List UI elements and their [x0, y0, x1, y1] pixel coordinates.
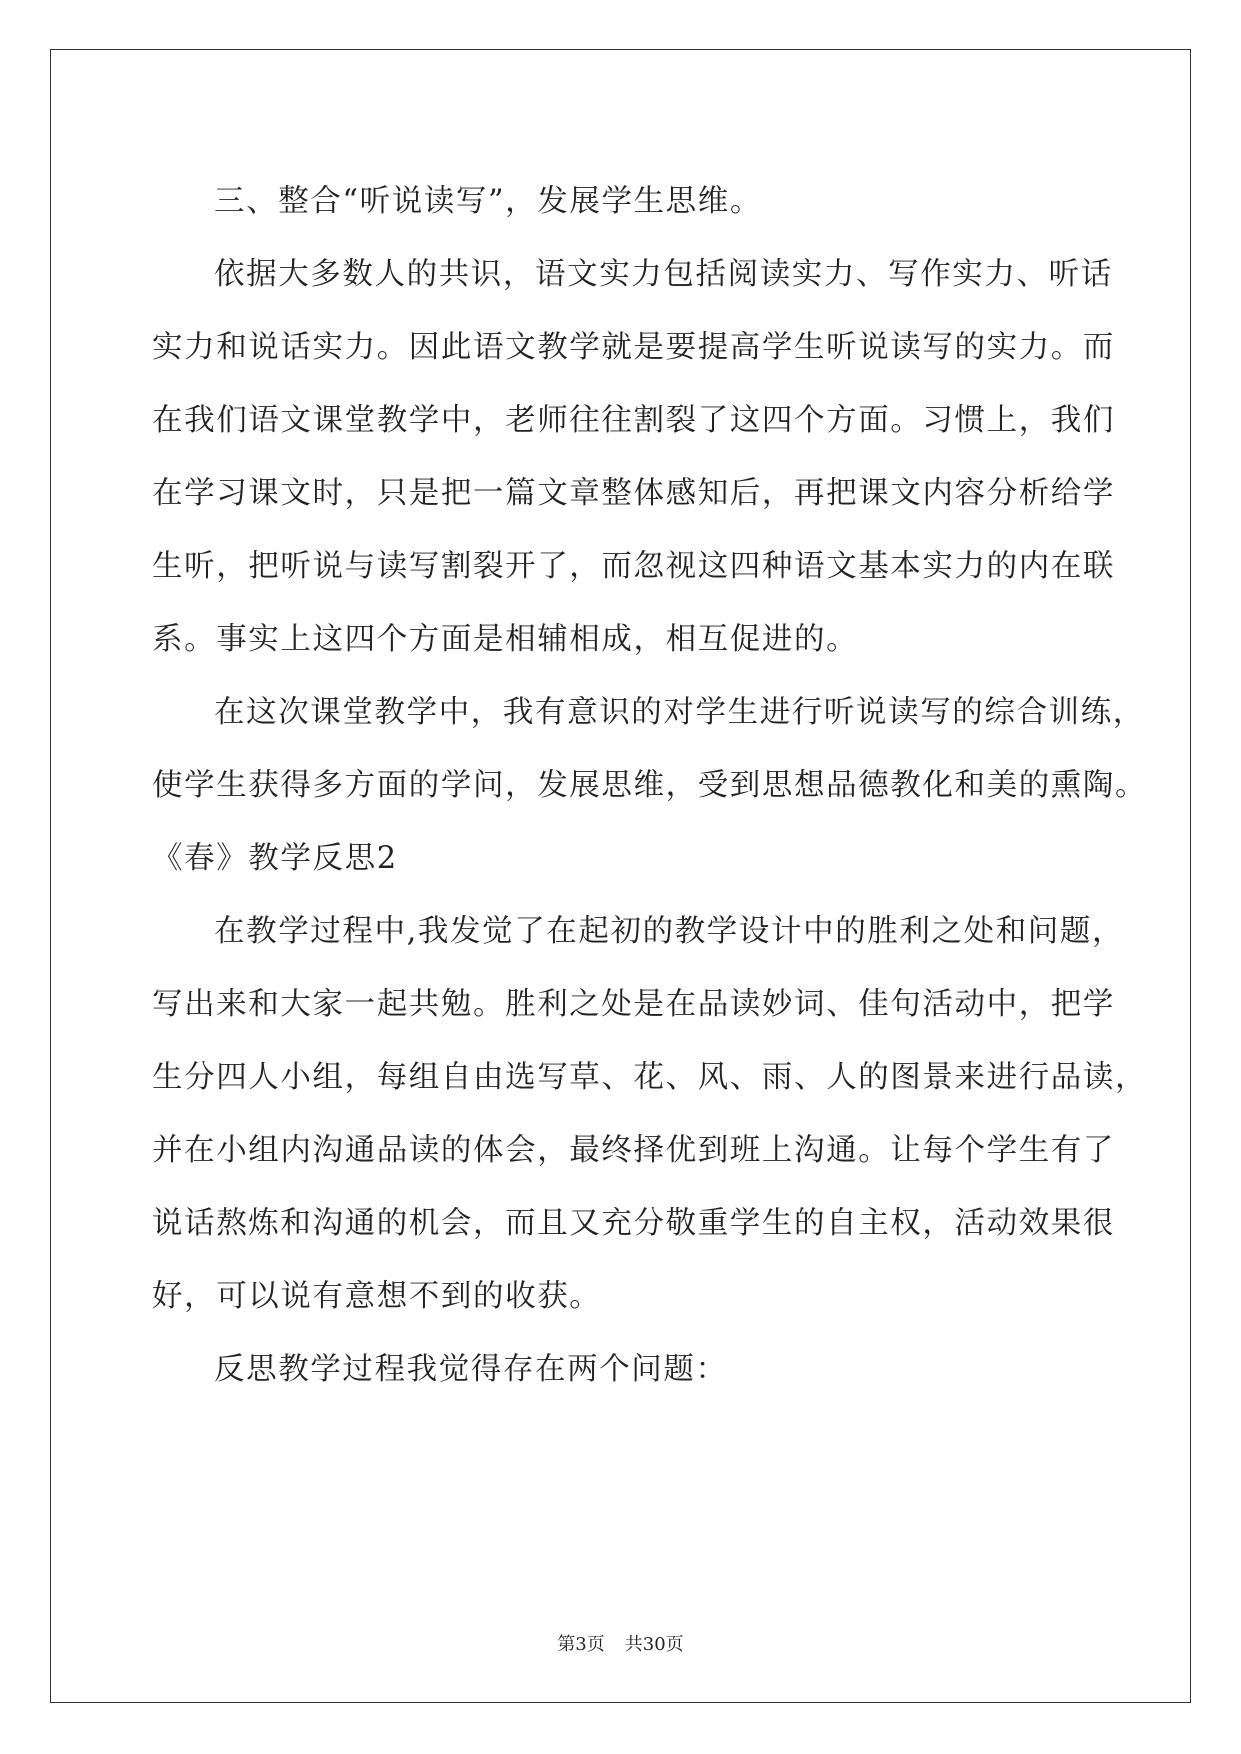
text-line: 在教学过程中,我发觉了在起初的教学设计中的胜利之处和问题， — [214, 914, 1125, 949]
text-line: 生分四人小组，每组自由选写草、花、风、雨、人的图景来进行品读， — [152, 1060, 1148, 1095]
page-total: 共30页 — [624, 1634, 684, 1655]
page-footer — [0, 1630, 1241, 1656]
text-line: 在我们语文课堂教学中，老师往往割裂了这四个方面。习惯上，我们 — [152, 403, 1115, 438]
text-line: 依据大多数人的共识，语文实力包括阅读实力、写作实力、听话 — [214, 257, 1113, 292]
text-line: 写出来和大家一起共勉。胜利之处是在品读妙词、佳句活动中，把学 — [152, 987, 1115, 1022]
text-line: 在学习课文时，只是把一篇文章整体感知后，再把课文内容分析给学 — [152, 476, 1115, 511]
text-line: 实力和说话实力。因此语文教学就是要提高学生听说读写的实力。而 — [152, 330, 1115, 365]
page-number: 第3页 — [557, 1634, 605, 1655]
document-body — [152, 165, 1148, 1406]
text-line: 反思教学过程我觉得存在两个问题： — [214, 1352, 728, 1387]
article-title: 《春》教学反思2 — [152, 841, 398, 876]
text-line: 好，可以说有意想不到的收获。 — [152, 1279, 602, 1314]
text-line: 并在小组内沟通品读的体会，最终择优到班上沟通。让每个学生有了 — [152, 1133, 1115, 1168]
text-line: 生听，把听说与读写割裂开了，而忽视这四种语文基本实力的内在联 — [152, 549, 1115, 584]
section-heading: 三、整合“听说读写”，发展学生思维。 — [214, 184, 762, 219]
text-line: 使学生获得多方面的学问，发展思维，受到思想品德教化和美的熏陶。 — [152, 768, 1148, 803]
text-line: 说话熬炼和沟通的机会，而且又充分敬重学生的自主权，活动效果很 — [152, 1206, 1115, 1241]
text-line: 在这次课堂教学中，我有意识的对学生进行听说读写的综合训练， — [214, 695, 1145, 730]
text-line: 系。事实上这四个方面是相辅相成，相互促进的。 — [152, 622, 859, 657]
